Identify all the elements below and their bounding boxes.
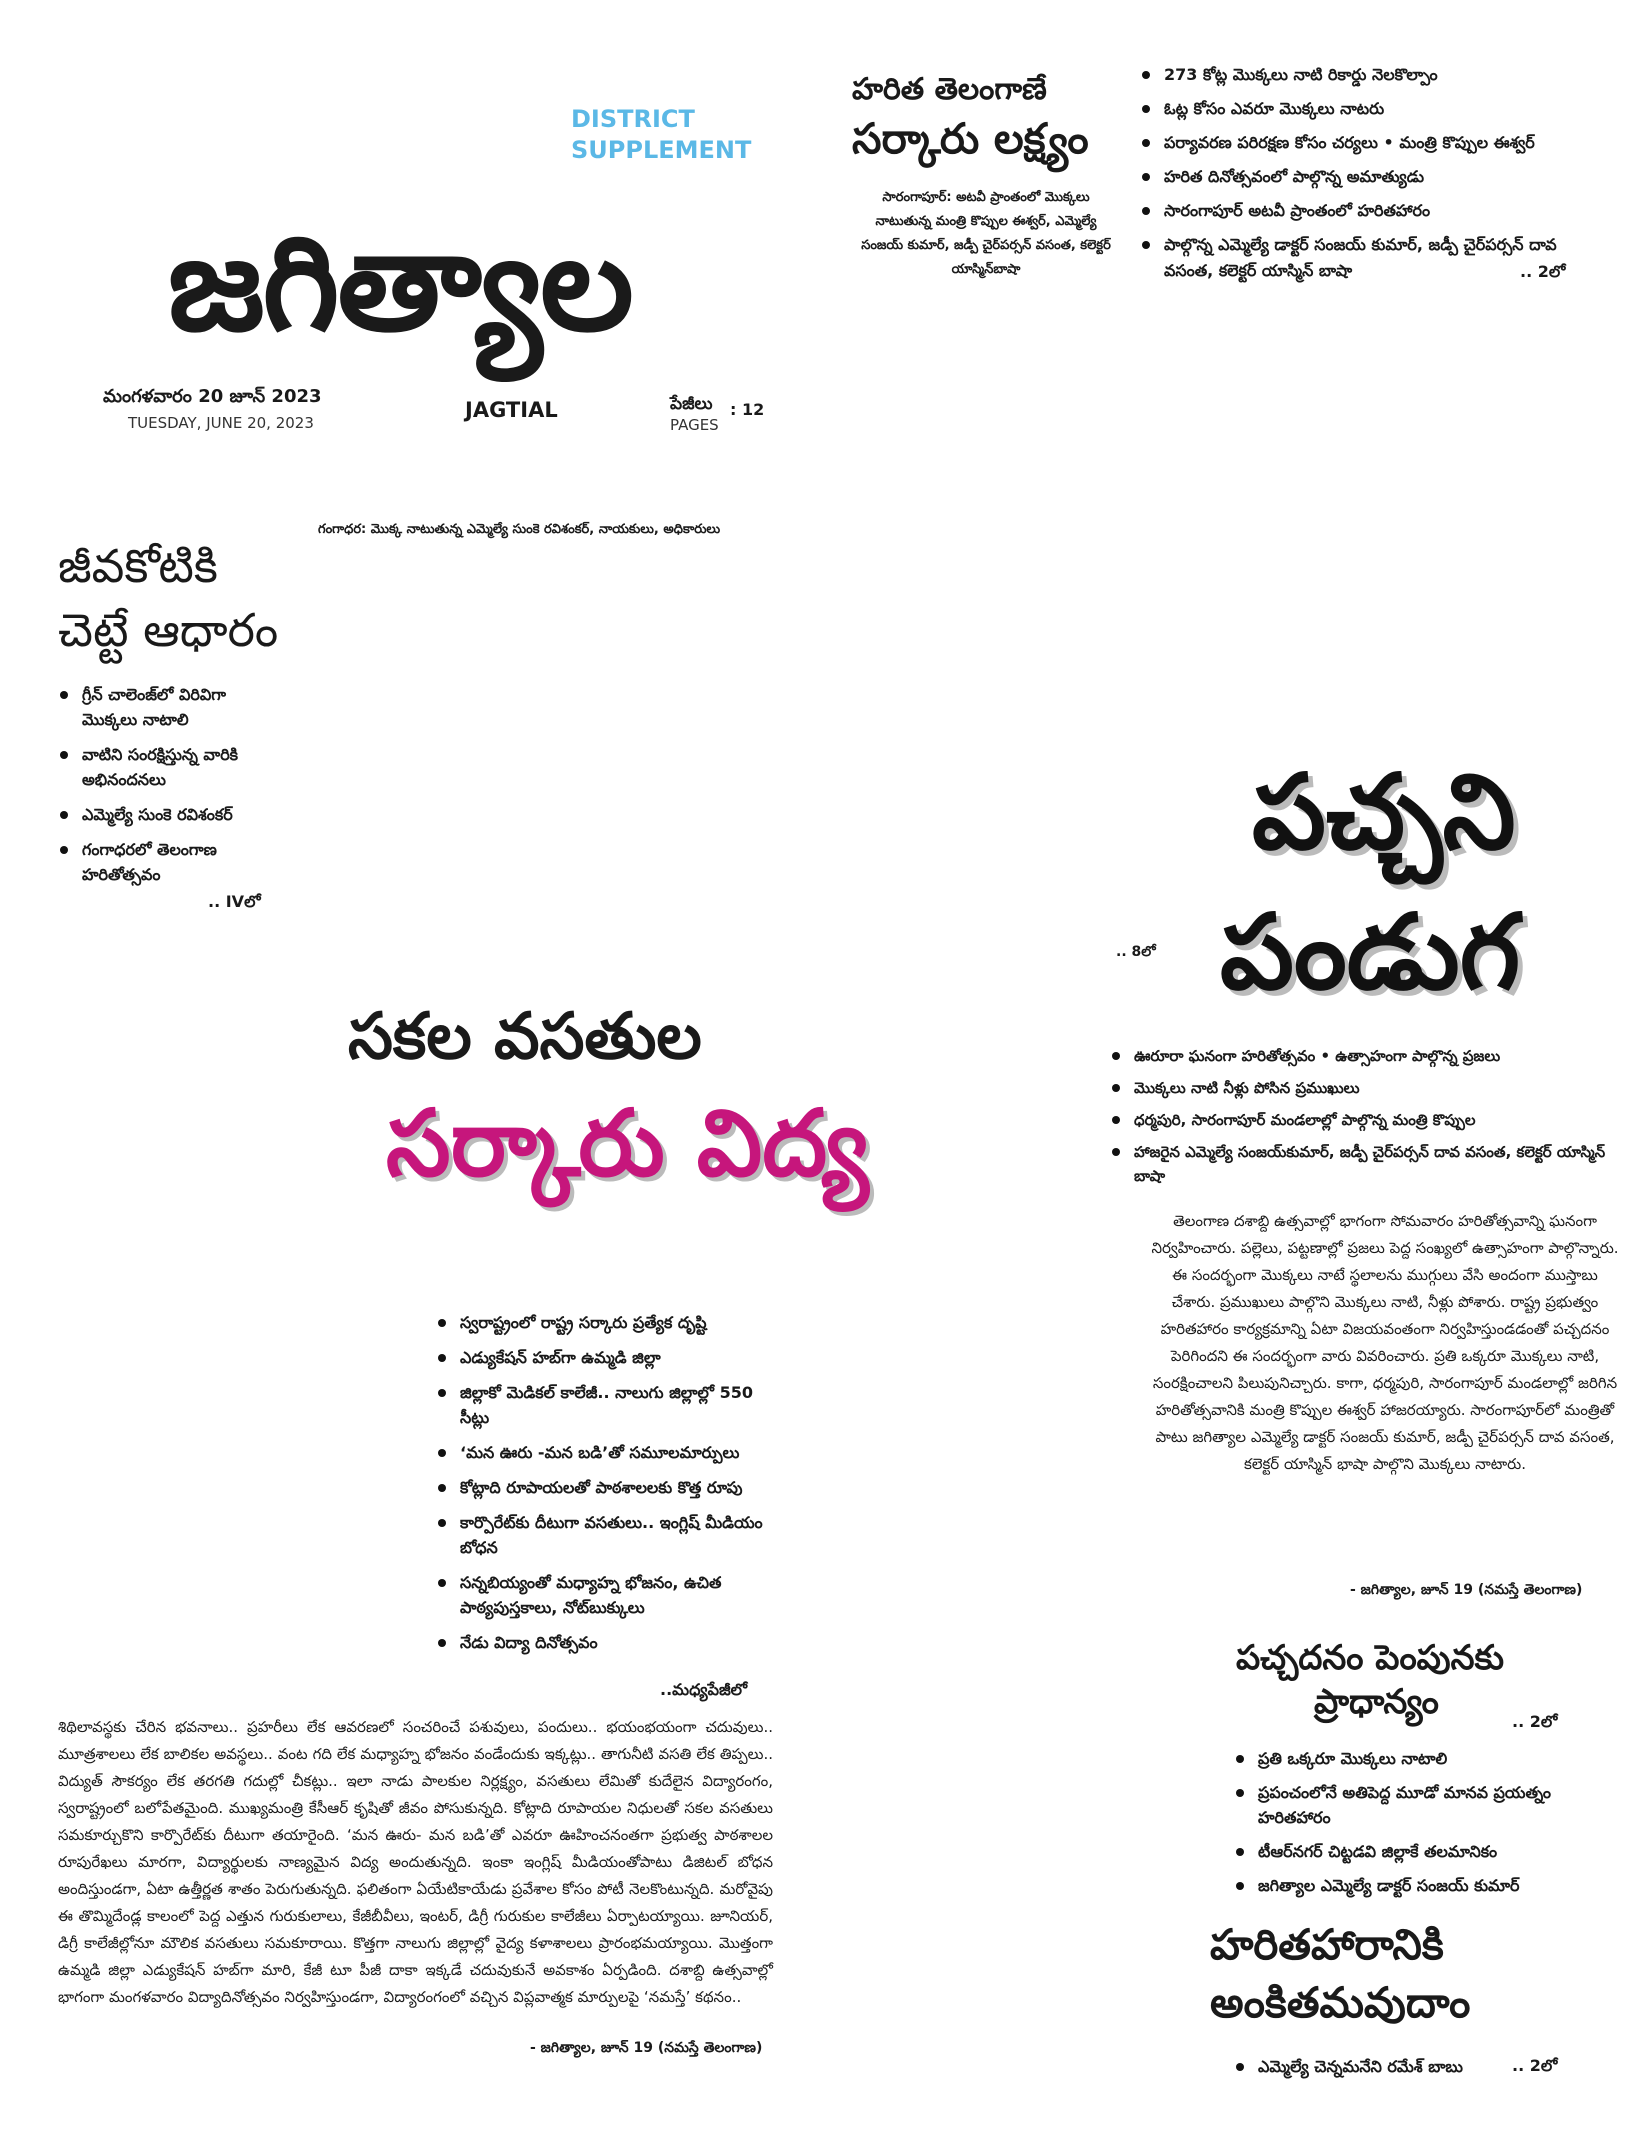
haritha-story-headline-line-1: హరితహారానికి [1210, 1920, 1444, 1969]
list-item: గ్రీన్ చాలెంజ్‌లో విరివిగా మొక్కలు నాటాలి [56, 682, 286, 732]
list-item: సారంగాపూర్ అటవీ ప్రాంతంలో హరితహారం [1138, 198, 1608, 224]
list-item: సన్నబియ్యంతో మధ్యాహ్న భోజనం, ఉచిత పాఠ్యపుస్తకాలు, నోట్‌బుక్కులు [434, 1570, 774, 1620]
supplement-line-1: DISTRICT [571, 105, 695, 133]
list-item: జగిత్యాల ఎమ్మెల్యే డాక్టర్ సంజయ్ కుమార్ [1232, 1873, 1612, 1898]
center-story-bullet-list [434, 1310, 774, 1665]
list-item: వాటిని సంరక్షిస్తున్న వారికి అభినందనలు [56, 742, 286, 792]
list-item: ఓట్ల కోసం ఎవరూ మొక్కలు నాటరు [1138, 96, 1608, 122]
right-story-headline-line-1: పచ్చని [1252, 751, 1516, 873]
right-story-dateline: - జగిత్యాల, జూన్ 19 (నమస్తే తెలంగాణ) [1350, 1582, 1583, 1598]
pages-label-english: PAGES [670, 416, 719, 434]
list-item: నేడు విద్యా దినోత్సవం [434, 1630, 774, 1655]
left-story-photo-caption: గంగాధర: మొక్క నాటుతున్న ఎమ్మెల్యే సుంకె రవిశంకర్, నాయకులు, అధికారులు [318, 522, 721, 537]
right-story-bullet-list [1108, 1044, 1608, 1196]
top-story-headline: సర్కారు లక్ష్యం [852, 114, 1089, 163]
right-story-page-ref: .. 8లో [1116, 944, 1156, 960]
list-item: 273 కోట్ల మొక్కలు నాటి రికార్డు నెలకొల్పాం [1138, 62, 1608, 88]
center-story-body: శిథిలావస్థకు చేరిన భవనాలు.. ప్రహరీలు లేక ఆవరణలో సంచరించే పశువులు, పందులు.. భయంభయంగా చదువులు.. మూత్రశాలలు లేక బాలికల అవస్థలు.. వంట గది లేక మధ్యాహ్న భోజనం వండేందుకు ఇక్కట్లు.. తాగునీటి వసతి లేక తిప్పలు.. విద్యుత్ సౌకర్యం లేక తరగతి గదుల్లో చీకట్లు.. ఇలా నాడు పాలకుల నిర్లక్ష్యం, వసతులు లేమితో కుదేలైన విద్యారంగం, స్వరాష్ట్రంలో బలోపేతమైంది. ముఖ్యమంత్రి కేసీఆర్ కృషితో జీవం పోసుకున్నది. కోట్లాది రూపాయల నిధులతో సకల వసతులు సమకూర్చుకొని కార్పొరేట్‌కు దీటుగా తయారైంది. ‘మన ఊరు- మన బడి’తో ఎవరూ ఊహించనంతగా ప్రభుత్వ పాఠశాలల రూపురేఖలు మారగా, విద్యార్థులకు నాణ్యమైన విద్య అందుతున్నది. ఇంకా ఇంగ్లిష్ మీడియంతోపాటు డిజిటల్ బోధన అందిస్తుండగా, ఏటా ఉత్తీర్ణత శాతం పెరుగుతున్నది. ఫలితంగా ఏయేటికాయేడు ప్రవేశాల కోసం పోటీ నెలకొంటున్నది. మరోవైపు ఈ తొమ్మిదేండ్ల కాలంలో పెద్ద ఎత్తున గురుకులాలు, కేజీబీవీలు, ఇంటర్, డిగ్రీ గురుకుల కాలేజీలు ఏర్పాటయ్యాయి. జూనియర్, డిగ్రీ కాలేజీల్లోనూ మౌలిక వసతులు సమకూరాయి. కొత్తగా నాలుగు జిల్లాల్లో వైద్య కళాశాలలు ప్రారంభమయ్యాయి. మొత్తంగా ఉమ్మడి జిల్లా ఎడ్యుకేషన్ హబ్‌గా మారి, కేజీ టూ పీజీ దాకా ఇక్కడే చదువుకునే అవకాశం ఏర్పడింది. దశాబ్ది ఉత్సవాల్లో భాగంగా మంగళవారం విద్యాదినోత్సవం నిర్వహిస్తుండగా, విద్యారంగంలో వచ్చిన విప్లవాత్మక మార్పులపై ‘నమస్తే’ కథనం.. [58, 1718, 773, 2006]
haritha-story-headline-line-2: అంకితమవుదాం [1210, 1978, 1471, 2027]
list-item: పాల్గొన్న ఎమ్మెల్యే డాక్టర్ సంజయ్ కుమార్, జడ్పీ చైర్‌పర్సన్ దావ వసంత, కలెక్టర్ యాస్మిన్ బాషా [1138, 232, 1608, 284]
left-story-bullet-list [56, 682, 286, 897]
list-item: ఎమ్మెల్యే సుంకె రవిశంకర్ [56, 802, 286, 827]
green-story-page-ref: .. 2లో [1512, 1712, 1558, 1731]
list-item: ఎమ్మెల్యే చెన్నమనేని రమేశ్ బాబు [1232, 2054, 1532, 2079]
pages-count: : 12 [730, 400, 765, 419]
date-english: TUESDAY, JUNE 20, 2023 [128, 414, 314, 432]
haritha-story-page-ref: .. 2లో [1512, 2056, 1558, 2075]
center-story-page-ref: ..మధ్యపేజీలో [660, 1680, 748, 1699]
left-story-page-ref: .. IVలో [208, 892, 261, 911]
list-item: జిల్లాకో మెడికల్ కాలేజీ.. నాలుగు జిల్లాల్లో 550 సీట్లు [434, 1380, 774, 1430]
list-item: ధర్మపురి, సారంగాపూర్ మండలాల్లో పాల్గొన్న మంత్రి కొప్పుల [1108, 1108, 1608, 1132]
list-item: మొక్కలు నాటి నీళ్లు పోసిన ప్రముఖులు [1108, 1076, 1608, 1100]
list-item: గంగాధరలో తెలంగాణ హరితోత్సవం [56, 837, 286, 887]
haritha-story-bullet-list [1232, 2054, 1532, 2079]
top-story-page-ref: .. 2లో [1520, 262, 1566, 281]
top-story-kicker: హరిత తెలంగాణే [852, 72, 1047, 107]
list-item: ‘మన ఊరు -మన బడి’తో సమూలమార్పులు [434, 1440, 774, 1465]
supplement-label [571, 104, 751, 166]
masthead-title: జగిత్యాల [168, 207, 632, 361]
list-item: ప్రతి ఒక్కరూ మొక్కలు నాటాలి [1232, 1746, 1612, 1771]
list-item: హరిత దినోత్సవంలో పాల్గొన్న అమాత్యుడు [1138, 164, 1608, 190]
right-story-headline-line-2: పండుగ [1220, 891, 1521, 1013]
list-item: కార్పొరేట్‌కు దీటుగా వసతులు.. ఇంగ్లిష్ మీడియం బోధన [434, 1510, 774, 1560]
right-story-body: తెలంగాణ దశాబ్ది ఉత్సవాల్లో భాగంగా సోమవారం హరితోత్సవాన్ని ఘనంగా నిర్వహించారు. పల్లెలు, పట్టణాల్లో ప్రజలు పెద్ద సంఖ్యలో ఉత్సాహంగా పాల్గొన్నారు. ఈ సందర్భంగా మొక్కలు నాటే స్థలాలను ముగ్గులు వేసి అందంగా ముస్తాబు చేశారు. ప్రముఖులు పాల్గొని మొక్కలు నాటి, నీళ్లు పోశారు. రాష్ట్ర ప్రభుత్వం హరితహారం కార్యక్రమాన్ని ఏటా విజయవంతంగా నిర్వహిస్తుండడంతో పచ్చదనం పెరిగిందని ఈ సందర్భంగా వారు వివరించారు. ప్రతి ఒక్కరూ మొక్కలు నాటి, సంరక్షించాలని పిలుపునిచ్చారు. కాగా, ధర్మపురి, సారంగాపూర్ మండలాల్లో జరిగిన హరితోత్సవానికి మంత్రి కొప్పుల ఈశ్వర్ హాజరయ్యారు. సారంగాపూర్‌లో మంత్రితో పాటు జగిత్యాల ఎమ్మెల్యే డాక్టర్ సంజయ్ కుమార్, జడ్పీ చైర్‌పర్సన్ దావ వసంత, కలెక్టర్ యాస్మిన్ భాషా పాల్గొని మొక్కలు నాటారు. [1151, 1212, 1619, 1473]
center-story-headline-line-2: సర్కారు విద్య [386, 1090, 869, 1197]
green-story-headline-line-2: ప్రాధాన్యం [1314, 1682, 1439, 1722]
center-story-dateline: - జగిత్యాల, జూన్ 19 (నమస్తే తెలంగాణ) [530, 2040, 763, 2056]
date-telugu: మంగళవారం 20 జూన్ 2023 [103, 386, 322, 407]
top-story-photo-caption: సారంగాపూర్: అటవీ ప్రాంతంలో మొక్కలు నాటుతున్న మంత్రి కొప్పుల ఈశ్వర్, ఎమ్మెల్యే సంజయ్ కుమార్, జడ్పీ చైర్‌పర్సన్ వసంత, కలెక్టర్ యాస్మిన్‌బాషా [861, 190, 1111, 277]
list-item: కోట్లాది రూపాయలతో పాఠశాలలకు కొత్త రూపు [434, 1475, 774, 1500]
list-item: ఊరూరా ఘనంగా హరితోత్సవం • ఉత్సాహంగా పాల్గొన్న ప్రజలు [1108, 1044, 1608, 1068]
list-item: టీఆర్‌నగర్ చిట్టడవి జిల్లాకే తలమానికం [1232, 1839, 1612, 1864]
pages-label-telugu: పేజీలు [670, 394, 713, 414]
list-item: ప్రపంచంలోనే అతిపెద్ద మూడో మానవ ప్రయత్నం హరితహారం [1232, 1780, 1612, 1830]
left-story-headline-line-1: జీవకోటికి [58, 539, 218, 593]
list-item: స్వరాష్ట్రంలో రాష్ట్ర సర్కారు ప్రత్యేక దృష్టి [434, 1310, 774, 1335]
list-item: పర్యావరణ పరిరక్షణ కోసం చర్యలు • మంత్రి కొప్పుల ఈశ్వర్ [1138, 130, 1608, 156]
edition-city: JAGTIAL [465, 398, 558, 422]
list-item: హాజరైన ఎమ్మెల్యే సంజయ్‌కుమార్, జడ్పీ చైర్‌పర్సన్ దావ వసంత, కలెక్టర్ యాస్మిన్ బాషా [1108, 1140, 1608, 1188]
list-item: ఎడ్యుకేషన్ హబ్‌గా ఉమ్మడి జిల్లా [434, 1345, 774, 1370]
green-story-headline-line-1: పచ్చదనం పెంపునకు [1236, 1638, 1504, 1678]
green-story-bullet-list [1232, 1746, 1612, 1907]
center-story-headline-line-1: సకల వసతుల [348, 1000, 702, 1074]
supplement-line-2: SUPPLEMENT [571, 136, 752, 164]
left-story-headline-line-2: చెట్టే ఆధారం [58, 603, 279, 657]
top-story-bullet-list [1138, 62, 1608, 292]
